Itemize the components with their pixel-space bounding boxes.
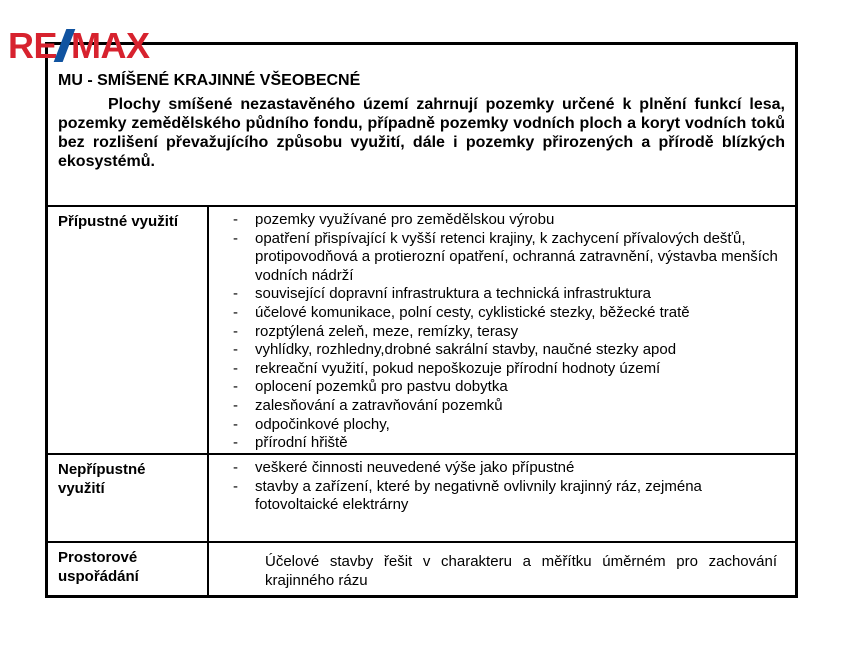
remax-logo xyxy=(8,25,150,66)
list-item: - zalesňování a zatravňování pozemků xyxy=(233,396,503,414)
zoning-table xyxy=(45,42,798,598)
dash-bullet: - xyxy=(233,322,238,340)
list-item: - přírodní hřiště xyxy=(233,434,348,452)
list-item: - veškeré činnosti neuvedené výše jako přípustné xyxy=(233,459,575,476)
list-item: - stavby a zařízení, které by negativně ovlivnily krajinný ráz, zejména fotovoltaické elektrárny xyxy=(233,477,702,514)
remax-logo-max: MAX xyxy=(71,25,150,66)
dash-bullet: - xyxy=(233,285,238,303)
list-item: - opatření přispívající k vyšší retenci krajiny, k zachycení přívalových dešťů, protipovodňová a protierozní opatření, ochranná zatravnění, výstavba menších vodních nádrží xyxy=(233,229,778,284)
list-item: - související dopravní infrastruktura a technická infrastruktura xyxy=(233,285,652,303)
dash-bullet: - xyxy=(233,341,238,359)
dash-bullet: - xyxy=(233,303,238,321)
list-item: - rozptýlená zeleň, meze, remízky, terasy xyxy=(233,322,519,340)
dash-bullet: - xyxy=(233,459,238,476)
dash-bullet: - xyxy=(233,415,238,433)
remax-logo-re: RE xyxy=(8,25,58,66)
spatial-arrangement-text: Účelové stavby řešit v charakteru a měřítku úměrném pro zachování krajinného rázu xyxy=(265,553,777,589)
dash-bullet: - xyxy=(233,211,238,228)
table-header-cell xyxy=(48,45,795,205)
intro-paragraph: Plochy smíšené nezastavěného území zahrnují pozemky určené k plnění funkcí lesa, pozemky zemědělského půdního fondu, případně pozemky vodních ploch a koryt vodních toků bez rozlišení převažujícího způsobu využití, dále i pozemky přirozených a přírodě blízkých ekosystémů. xyxy=(58,96,785,170)
dash-bullet: - xyxy=(233,229,238,247)
row-label-nepripustne: Nepřípustné využití xyxy=(48,453,207,541)
list-item: - pozemky využívané pro zemědělskou výrobu xyxy=(233,211,555,228)
list-item: - oplocení pozemků pro pastvu dobytka xyxy=(233,378,508,396)
row-label-prostorove: Prostorové uspořádání xyxy=(48,541,207,595)
row-content-prostorove xyxy=(207,541,795,595)
forbidden-uses-list xyxy=(233,459,787,515)
dash-bullet: - xyxy=(233,359,238,377)
dash-bullet: - xyxy=(233,378,238,396)
dash-bullet: - xyxy=(233,477,238,495)
row-content-pripustne xyxy=(207,205,795,453)
list-item: - účelové komunikace, polní cesty, cyklistické stezky, běžecké tratě xyxy=(233,303,690,321)
list-item: - rekreační využití, pokud nepoškozuje přírodní hodnoty území xyxy=(233,359,661,377)
list-item: - odpočinkové plochy, xyxy=(233,415,390,433)
row-content-nepripustne xyxy=(207,453,795,541)
row-label-pripustne: Přípustné využití xyxy=(48,205,207,453)
list-item: - vyhlídky, rozhledny,drobné sakrální stavby, naučné stezky apod xyxy=(233,341,677,359)
permitted-uses-list xyxy=(233,211,787,453)
dash-bullet: - xyxy=(233,434,238,452)
page-title: MU - SMÍŠENÉ KRAJINNÉ VŠEOBECNÉ xyxy=(58,72,361,89)
dash-bullet: - xyxy=(233,396,238,414)
